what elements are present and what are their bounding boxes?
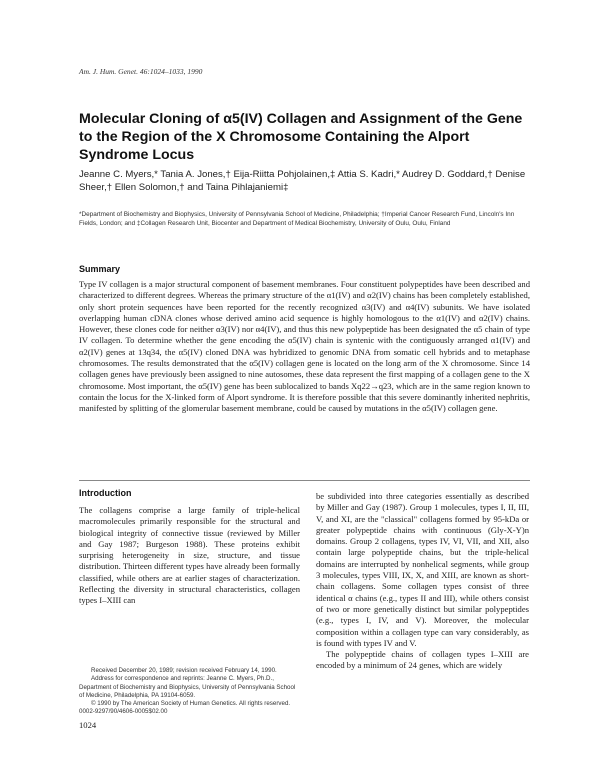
article-footnote	[79, 667, 300, 717]
section-divider	[79, 480, 530, 481]
journal-citation: Am. J. Hum. Genet. 46:1024–1033, 1990	[79, 67, 203, 76]
intro-right-column	[316, 491, 529, 672]
article-title: Molecular Cloning of α5(IV) Collagen and Assignment of the Gene to the Region of the X Chromosome Containing the Alport Syndrome Locus	[79, 111, 523, 163]
intro-right-paragraph-2: The polypeptide chains of collagen types I–XIII are encoded by a minimum of 24 genes, which are widely	[316, 649, 529, 671]
correspondence-address: Address for correspondence and reprints: Jeanne C. Myers, Ph.D., Department of Biochemistry and Biophysics, University of Pennsylvania School of Medicine, Philadelphia, PA 19104-6059.	[79, 675, 296, 699]
copyright-notice: © 1990 by The American Society of Human Genetics. All rights reserved. 0002-9297/90/4606-0005$02.00	[79, 700, 291, 716]
summary-text: Type IV collagen is a major structural component of basement membranes. Four constituent polypeptides have been described and characterized to different degrees. Whereas the primary structure of the α1(IV) and α2(IV) chains has been completely established, only short protein sequences have been reported for the recently recognized α3(IV) and α4(IV) subunits. We have isolated overlapping human cDNA clones whose derived amino acid sequence is highly homologous to the α1(IV) and α2(IV) chains. However, these clones code for neither α3(IV) nor α4(IV), and thus this new polypeptide has been designated the α5 chain of type IV collagen. To determine whether the gene encoding the α5(IV) chain is syntenic with the contiguously arranged α1(IV) and α2(IV) genes at 13q34, the α5(IV) cloned DNA was hybridized to genomic DNA from somatic cell hybrids and to metaphase chromosomes. The results demonstrated that the α5(IV) collagen gene is located on the long arm of the X chromosome. Since 14 collagen genes have previously been assigned to nine autosomes, these data represent the first mapping of a collagen gene to the X chromosome. Most important, the α5(IV) gene has been sublocalized to bands Xq22→q23, which are in the same region known to contain the locus for the X-linked form of Alport syndrome. It is therefore possible that this severe dominantly inherited nephritis, manifested by splitting of the glomerular basement membrane, could be caused by mutations in the α5(IV) collagen gene.	[79, 279, 530, 414]
introduction-heading: Introduction	[79, 488, 132, 498]
intro-right-paragraph-1: be subdivided into three categories essentially as described by Miller and Gay (1987). Group 1 molecules, types I, II, III, V, and XI, are the "classical" collagens formed by 95-kDa or greater polypeptide chains with continuous (Gly-X-Y)n domains. Group 2 collagens, types IV, VI, VII, and XII, also contain large polypeptide chains, but the triple-helical domains are interrupted by nonhelical segments, while group 3 molecules, types VIII, IX, X, and XIII, are known as short-chain collagens. Some collagen types consist of three identical α chains (e.g., types II and III), while others consist of two or more genetically distinct but similar polypeptides (e.g., types I, IV, and V). Moreover, the molecular composition within a collagen type can vary considerably, as is found with types IV and V.	[316, 491, 529, 648]
affiliations: *Department of Biochemistry and Biophysics, University of Pennsylvania School of Medicine, Philadelphia; †Imperial Cancer Research Fund, Lincoln's Inn Fields, London; and ‡Collagen Research Unit, Biocenter and Department of Medical Biochemistry, University of Oulu, Oulu, Finland	[79, 211, 515, 227]
author-list: Jeanne C. Myers,* Tania A. Jones,† Eija-Riitta Pohjolainen,‡ Attia S. Kadri,* Audrey D. Goddard,† Denise Sheer,† Ellen Solomon,† and Taina Pihlajaniemi‡	[79, 169, 526, 193]
summary-heading: Summary	[79, 264, 121, 274]
page-number: 1024	[79, 720, 97, 730]
intro-left-column: The collagens comprise a large family of triple-helical macromolecules primarily responsible for the structural and biological integrity of connective tissue (reviewed by Miller and Gay 1987; Burgeson 1988). These proteins exhibit surprising heterogeneity in size, structure, and tissue distribution. Thirteen different types have already been formally classified, while others are at earlier stages of characterization. Reflecting the diversity in structural characteristics, collagen types I–XIII can	[79, 505, 300, 606]
received-dates: Received December 20, 1989; revision received February 14, 1990.	[91, 667, 277, 674]
